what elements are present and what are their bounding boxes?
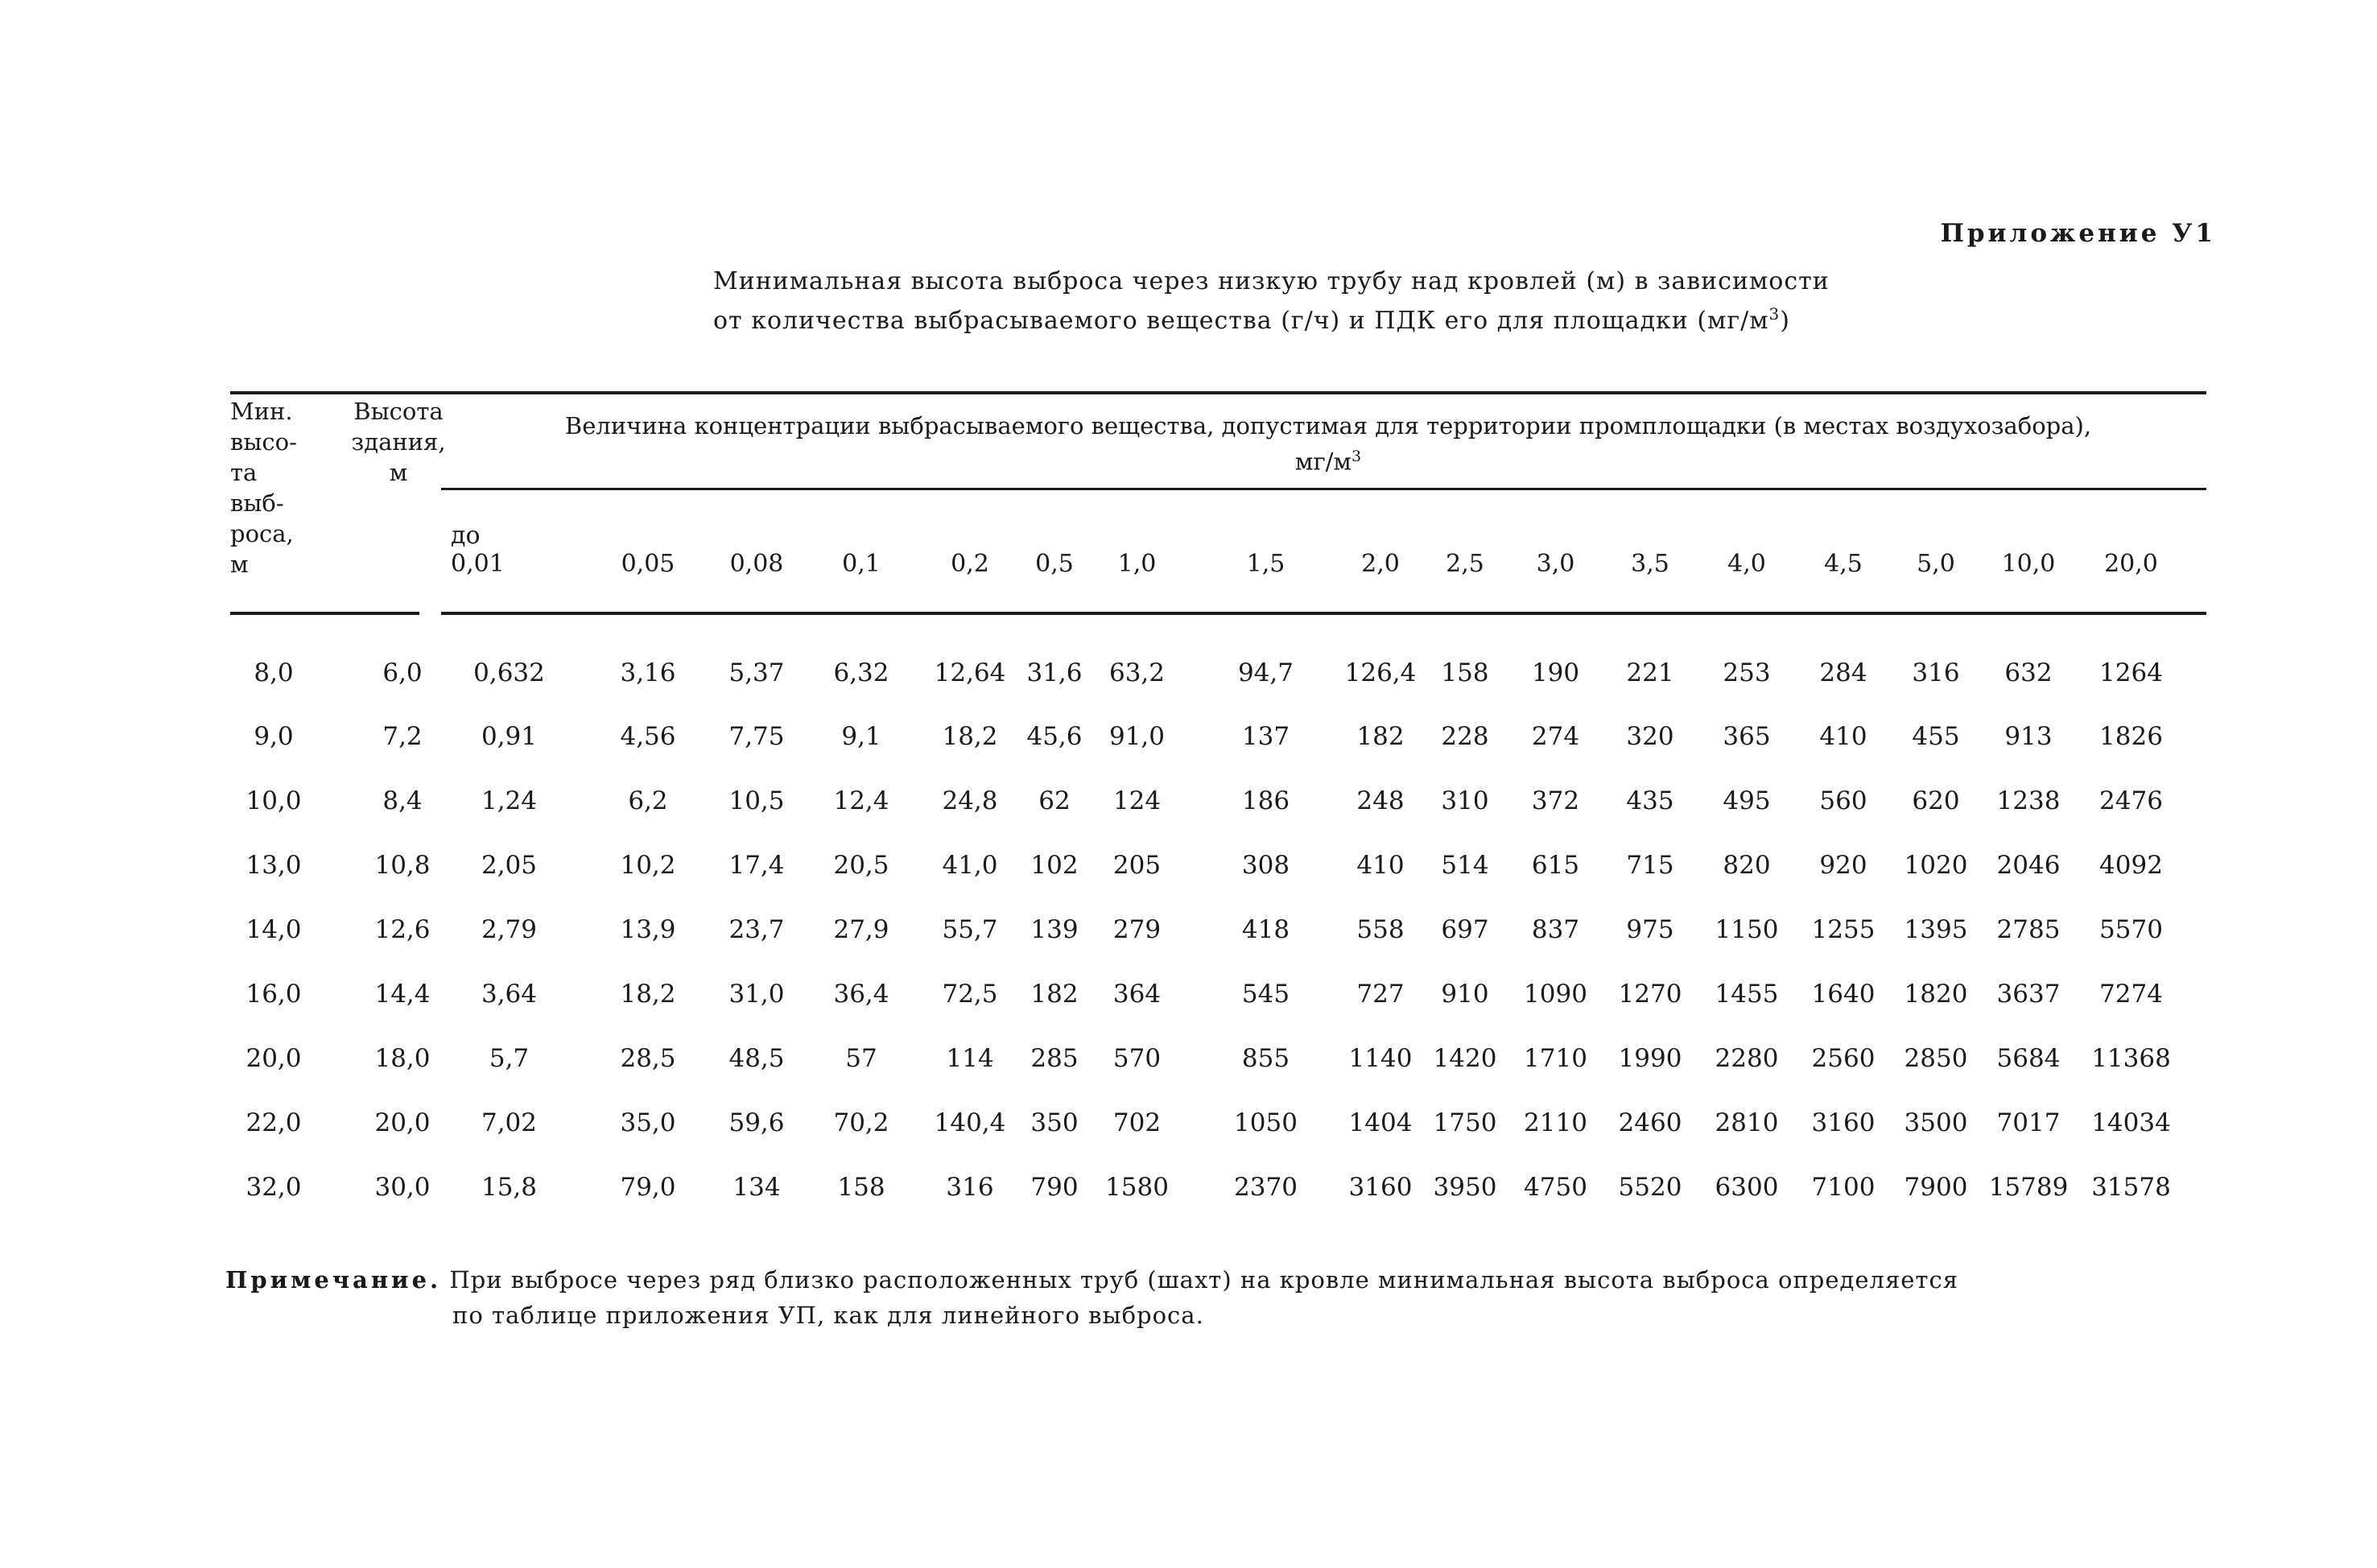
- building-height-cell: 7,2: [382, 722, 423, 751]
- value-cell: 837: [1531, 915, 1580, 944]
- value-cell: 7274: [2099, 980, 2163, 1009]
- value-cell: 285: [1030, 1044, 1079, 1073]
- value-cell: 10,2: [620, 851, 676, 880]
- building-height-cell: 12,6: [374, 915, 431, 944]
- value-cell: 20,5: [833, 851, 889, 880]
- note: [225, 1262, 1958, 1333]
- concentration-header: [1984, 505, 2073, 578]
- value-cell: 545: [1241, 980, 1290, 1009]
- min-height-cell: 9,0: [254, 722, 294, 751]
- value-cell: 7,75: [728, 722, 785, 751]
- building-height-cell: 14,4: [374, 980, 431, 1009]
- value-cell: 3,16: [620, 658, 676, 687]
- value-cell: 10,5: [728, 786, 785, 815]
- value-cell: 560: [1819, 786, 1867, 815]
- value-cell: 12,4: [833, 786, 889, 815]
- value-cell: 350: [1030, 1108, 1079, 1137]
- note-line-1: При выбросе через ряд близко расположенных труб (шахт) на кровле минимальная высота выброса определяется: [449, 1266, 1959, 1294]
- table-row: [0, 980, 2377, 1028]
- value-cell: 2110: [1524, 1108, 1587, 1137]
- value-cell: 190: [1531, 658, 1580, 687]
- value-cell: 134: [732, 1173, 781, 1202]
- value-cell: 6300: [1715, 1173, 1779, 1202]
- value-cell: 182: [1030, 980, 1079, 1009]
- value-cell: 365: [1723, 722, 1771, 751]
- value-cell: 975: [1626, 915, 1674, 944]
- value-cell: 31,6: [1026, 658, 1083, 687]
- value-cell: 45,6: [1026, 722, 1083, 751]
- value-cell: 0,91: [481, 722, 538, 751]
- value-cell: 63,2: [1108, 658, 1166, 687]
- header-line: м: [389, 459, 408, 486]
- concentration-header-value: 5,0: [1917, 550, 1955, 578]
- value-cell: 13,9: [620, 915, 676, 944]
- value-cell: 158: [837, 1173, 885, 1202]
- value-cell: 15,8: [481, 1173, 538, 1202]
- value-cell: 727: [1356, 980, 1405, 1009]
- value-cell: 1090: [1524, 980, 1587, 1009]
- value-cell: 124: [1112, 786, 1162, 815]
- min-height-cell: 22,0: [246, 1108, 302, 1137]
- value-cell: 910: [1441, 980, 1489, 1009]
- value-cell: 3637: [1996, 980, 2061, 1009]
- appendix-label: Приложение У1: [1940, 219, 2216, 248]
- concentration-header-prefix: до: [451, 522, 481, 550]
- value-cell: 15789: [1988, 1173, 2069, 1202]
- value-cell: 27,9: [833, 915, 889, 944]
- table-row: [0, 722, 2377, 770]
- caption-line-2: от количества выбрасываемого вещества (г/ч) и ПДК его для площадки $(мг/м^3)$: [713, 304, 1790, 335]
- value-cell: 697: [1441, 915, 1489, 944]
- header-line: Высота: [353, 398, 444, 425]
- value-cell: 702: [1112, 1108, 1162, 1137]
- min-height-cell: 20,0: [246, 1044, 302, 1073]
- value-cell: 1395: [1904, 915, 1968, 944]
- value-cell: 410: [1356, 851, 1405, 880]
- concentration-header: [2081, 505, 2181, 578]
- value-cell: 253: [1723, 658, 1771, 687]
- value-cell: 126,4: [1344, 658, 1417, 687]
- value-cell: 6,32: [833, 658, 889, 687]
- value-cell: 2280: [1715, 1044, 1779, 1073]
- min-height-cell: 10,0: [246, 786, 302, 815]
- value-cell: 2785: [1996, 915, 2061, 944]
- value-cell: 5520: [1618, 1173, 1682, 1202]
- header-bottom-rule-left: [230, 612, 419, 615]
- value-cell: 1238: [1996, 786, 2061, 815]
- value-cell: 57: [845, 1044, 877, 1073]
- value-cell: 558: [1356, 915, 1405, 944]
- concentration-header-value: 3,0: [1536, 550, 1575, 578]
- concentration-header-value: 0,1: [842, 550, 881, 578]
- value-cell: 139: [1030, 915, 1079, 944]
- value-cell: 5,7: [489, 1044, 530, 1073]
- min-height-cell: 14,0: [246, 915, 302, 944]
- value-cell: 158: [1441, 658, 1489, 687]
- concentration-header: [1702, 505, 1791, 578]
- building-height-cell: 8,4: [382, 786, 423, 815]
- value-cell: 18,2: [942, 722, 998, 751]
- concentration-header-value: 1,5: [1246, 550, 1285, 578]
- col-building-height-header: [338, 396, 459, 488]
- value-cell: 1750: [1433, 1108, 1497, 1137]
- value-cell: 316: [1912, 658, 1960, 687]
- table-row: [0, 915, 2377, 963]
- concentration-header-value: 4,5: [1824, 550, 1863, 578]
- value-cell: 570: [1112, 1044, 1162, 1073]
- value-cell: 62: [1038, 786, 1071, 815]
- value-cell: 7017: [1996, 1108, 2061, 1137]
- value-cell: 4092: [2099, 851, 2163, 880]
- table-row: [0, 786, 2377, 835]
- value-cell: 2370: [1234, 1173, 1298, 1202]
- concentration-header: [600, 505, 696, 578]
- value-cell: 820: [1723, 851, 1771, 880]
- col-min-height-header: [230, 396, 319, 580]
- value-cell: 615: [1531, 851, 1580, 880]
- value-cell: 41,0: [942, 851, 998, 880]
- top-rule: [230, 391, 2206, 394]
- value-cell: 4750: [1524, 1173, 1587, 1202]
- value-cell: 715: [1626, 851, 1674, 880]
- value-cell: 790: [1030, 1173, 1079, 1202]
- concentration-header-value: 0,2: [951, 550, 989, 578]
- value-cell: 320: [1626, 722, 1674, 751]
- value-cell: 182: [1356, 722, 1405, 751]
- value-cell: 1020: [1904, 851, 1968, 880]
- header-line: м: [230, 551, 249, 578]
- value-cell: 3500: [1904, 1108, 1968, 1137]
- concentration-header: [1014, 505, 1095, 578]
- value-cell: 1404: [1348, 1108, 1413, 1137]
- concentration-header-value: 0,5: [1035, 550, 1074, 578]
- value-cell: 2560: [1811, 1044, 1876, 1073]
- value-cell: 920: [1819, 851, 1867, 880]
- concentration-header-value: 3,5: [1631, 550, 1669, 578]
- value-cell: 24,8: [942, 786, 998, 815]
- building-height-cell: 30,0: [374, 1173, 431, 1202]
- value-cell: 1826: [2099, 722, 2163, 751]
- header-bottom-rule-right: [441, 612, 2206, 615]
- value-cell: 364: [1112, 980, 1162, 1009]
- concentration-header: [1892, 505, 1980, 578]
- value-cell: 3,64: [481, 980, 538, 1009]
- value-cell: 1140: [1348, 1044, 1413, 1073]
- concentration-header-value: 0,01: [451, 550, 505, 578]
- value-cell: 7,02: [481, 1108, 538, 1137]
- value-cell: 1270: [1618, 980, 1682, 1009]
- value-cell: 7100: [1811, 1173, 1876, 1202]
- value-cell: 435: [1626, 786, 1674, 815]
- concentration-header-value: 20,0: [2104, 550, 2158, 578]
- header-line: роса,: [230, 520, 294, 547]
- building-height-cell: 18,0: [374, 1044, 431, 1073]
- value-cell: 455: [1912, 722, 1960, 751]
- building-height-cell: 20,0: [374, 1108, 431, 1137]
- value-cell: 372: [1531, 786, 1580, 815]
- concentration-header-value: 4,0: [1727, 550, 1766, 578]
- table-row: [0, 1044, 2377, 1092]
- concentration-header: [1095, 505, 1179, 578]
- concentration-header: [1799, 505, 1888, 578]
- value-cell: 205: [1112, 851, 1162, 880]
- value-cell: 2850: [1904, 1044, 1968, 1073]
- value-cell: 18,2: [620, 980, 676, 1009]
- value-cell: 35,0: [620, 1108, 676, 1137]
- concentration-header-value: 0,08: [729, 550, 784, 578]
- value-cell: 855: [1241, 1044, 1290, 1073]
- value-cell: 48,5: [728, 1044, 785, 1073]
- header-line: выб-: [230, 489, 284, 517]
- value-cell: 1420: [1433, 1044, 1497, 1073]
- value-cell: 72,5: [942, 980, 998, 1009]
- concentration-header: [451, 505, 567, 578]
- value-cell: 248: [1356, 786, 1405, 815]
- concentration-spanning-header: Величина концентрации выбрасываемого вещества, допустимая для территории промплощадки (в местах воздухозабора), $мг/м^3$: [564, 412, 2092, 476]
- value-cell: 1050: [1234, 1108, 1298, 1137]
- table-caption: [713, 266, 1830, 337]
- value-cell: 3950: [1433, 1173, 1497, 1202]
- value-cell: 31578: [2091, 1173, 2171, 1202]
- concentration-header: [1425, 505, 1505, 578]
- building-height-cell: 10,8: [374, 851, 431, 880]
- header-line: здания,: [351, 428, 446, 456]
- value-cell: 913: [2004, 722, 2053, 751]
- value-cell: 274: [1531, 722, 1580, 751]
- value-cell: 17,4: [728, 851, 785, 880]
- value-cell: 114: [946, 1044, 994, 1073]
- building-height-cell: 6,0: [382, 658, 423, 687]
- value-cell: 6,2: [628, 786, 668, 815]
- value-cell: 2,79: [481, 915, 538, 944]
- concentration-header-value: 2,5: [1446, 550, 1484, 578]
- value-cell: 3160: [1348, 1173, 1413, 1202]
- value-cell: 28,5: [620, 1044, 676, 1073]
- value-cell: 632: [2004, 658, 2053, 687]
- value-cell: 2,05: [481, 851, 538, 880]
- table-row: [0, 1108, 2377, 1157]
- value-cell: 23,7: [728, 915, 785, 944]
- value-cell: 0,632: [473, 658, 545, 687]
- value-cell: 1455: [1715, 980, 1779, 1009]
- concentration-header: [1517, 505, 1594, 578]
- value-cell: 31,0: [728, 980, 785, 1009]
- caption-line-1: Минимальная высота выброса через низкую трубу над кровлей (м) в зависимости: [713, 267, 1830, 295]
- value-cell: 12,64: [934, 658, 1006, 687]
- value-cell: 1640: [1811, 980, 1876, 1009]
- value-cell: 1255: [1811, 915, 1876, 944]
- value-cell: 55,7: [942, 915, 998, 944]
- value-cell: 410: [1819, 722, 1867, 751]
- value-cell: 1820: [1904, 980, 1968, 1009]
- value-cell: 316: [946, 1173, 994, 1202]
- concentration-header: [813, 505, 910, 578]
- min-height-cell: 8,0: [254, 658, 294, 687]
- concentration-header-value: 1,0: [1117, 550, 1157, 578]
- value-cell: 5,37: [728, 658, 785, 687]
- value-cell: 5570: [2099, 915, 2163, 944]
- note-label: Примечание.: [225, 1266, 442, 1294]
- min-height-cell: 13,0: [246, 851, 302, 880]
- value-cell: 221: [1626, 658, 1674, 687]
- value-cell: 495: [1723, 786, 1771, 815]
- value-cell: 14034: [2091, 1108, 2171, 1137]
- value-cell: 102: [1030, 851, 1079, 880]
- min-height-cell: 16,0: [246, 980, 302, 1009]
- value-cell: 1,24: [481, 786, 538, 815]
- concentration-header: [708, 505, 805, 578]
- value-cell: 59,6: [728, 1108, 785, 1137]
- value-cell: 310: [1441, 786, 1489, 815]
- value-cell: 620: [1912, 786, 1960, 815]
- value-cell: 137: [1241, 722, 1290, 751]
- table-row: [0, 1173, 2377, 1221]
- value-cell: 1264: [2099, 658, 2163, 687]
- value-cell: 4,56: [620, 722, 676, 751]
- value-cell: 418: [1241, 915, 1290, 944]
- value-cell: 2460: [1618, 1108, 1682, 1137]
- min-height-cell: 32,0: [246, 1173, 302, 1202]
- value-cell: 1710: [1524, 1044, 1587, 1073]
- value-cell: 79,0: [620, 1173, 676, 1202]
- header-line: Мин.: [230, 398, 293, 425]
- value-cell: 7900: [1904, 1173, 1968, 1202]
- value-cell: 1150: [1715, 915, 1779, 944]
- table-row: [0, 658, 2377, 707]
- value-cell: 2810: [1715, 1108, 1779, 1137]
- concentration-header-value: 2,0: [1361, 550, 1400, 578]
- note-line-2: по таблице приложения УП, как для линейного выброса.: [452, 1302, 1204, 1329]
- concentration-header: [1332, 505, 1429, 578]
- value-cell: 1580: [1105, 1173, 1169, 1202]
- header-line: высо-: [230, 428, 297, 456]
- value-cell: 279: [1112, 915, 1162, 944]
- value-cell: 5684: [1996, 1044, 2061, 1073]
- value-cell: 2046: [1996, 851, 2061, 880]
- concentration-header-value: 0,05: [621, 550, 675, 578]
- value-cell: 186: [1241, 786, 1290, 815]
- value-cell: 36,4: [833, 980, 889, 1009]
- value-cell: 9,1: [841, 722, 881, 751]
- table-row: [0, 851, 2377, 899]
- concentration-header-value: 10,0: [2001, 550, 2056, 578]
- value-cell: 284: [1819, 658, 1867, 687]
- concentration-header: [922, 505, 1018, 578]
- value-cell: 94,7: [1237, 658, 1294, 687]
- value-cell: 3160: [1811, 1108, 1876, 1137]
- value-cell: 514: [1441, 851, 1489, 880]
- value-cell: 11368: [2091, 1044, 2171, 1073]
- value-cell: 70,2: [833, 1108, 889, 1137]
- value-cell: 1990: [1618, 1044, 1682, 1073]
- value-cell: 2476: [2099, 786, 2163, 815]
- value-cell: 228: [1441, 722, 1489, 751]
- header-line: та: [230, 459, 258, 486]
- header-rule-mid: [441, 488, 2206, 490]
- value-cell: 91,0: [1108, 722, 1166, 751]
- concentration-header: [1610, 505, 1690, 578]
- concentration-header: [1211, 505, 1320, 578]
- value-cell: 308: [1241, 851, 1290, 880]
- value-cell: 140,4: [934, 1108, 1006, 1137]
